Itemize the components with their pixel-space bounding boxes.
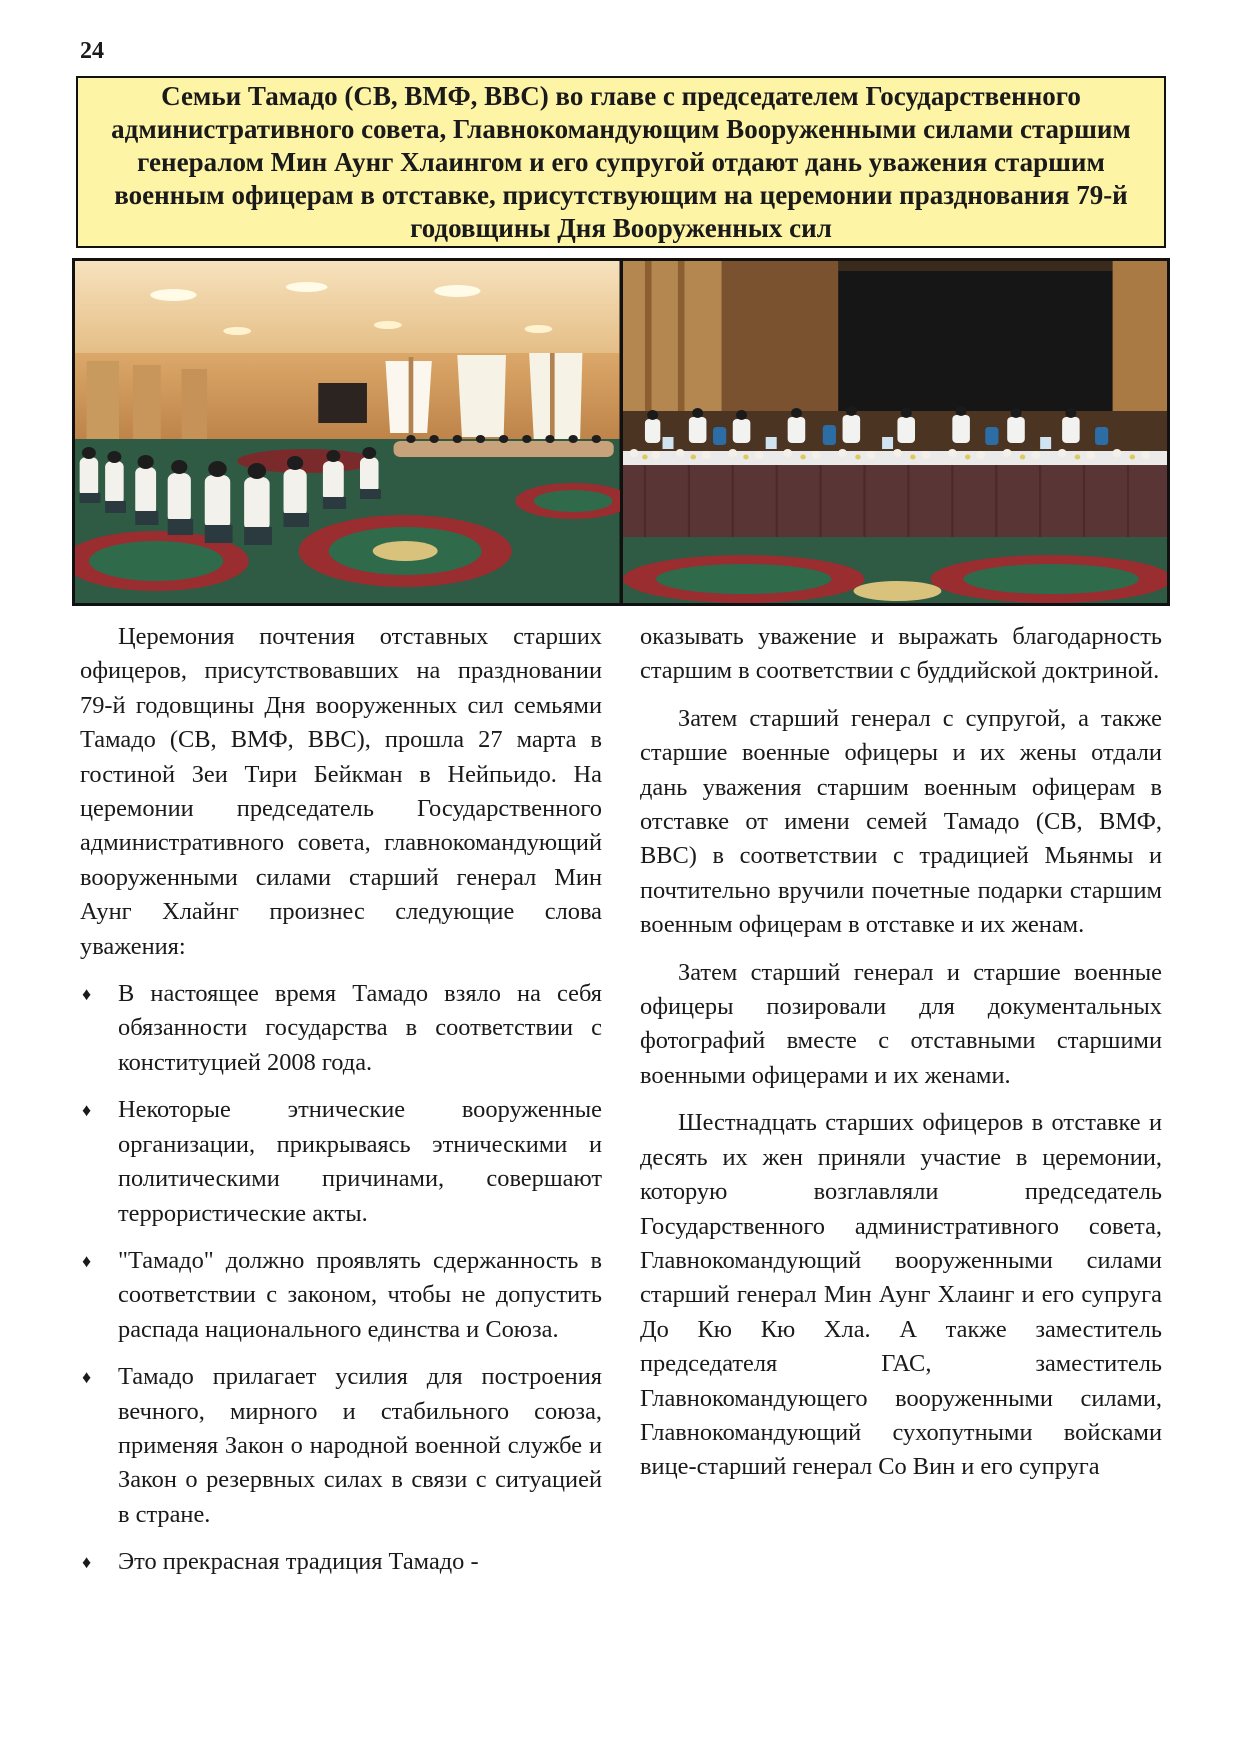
bullet-item (80, 1360, 602, 1532)
photo-guests-stage-image (623, 261, 1168, 603)
body-paragraph: Шестнадцать старших офицеров в отставке и десять их жен приняли участие в церемонии, которую возглавляли председатель Государственного административного совета, Главнокомандующий вооруженными силами старший генерал Мин Аунг Хлаинг и его супруга До Кю Кю Хла. А также заместитель председателя ГАС, заместитель Главнокомандующего вооруженными силами, Главнокомандующий сухопутными войсками вице-старший генерал Со Вин и его супруга (640, 1109, 1162, 1481)
body-paragraph: Затем старший генерал с супругой, а также старшие военные офицеры и их жены отдали дань уважения старшим военным офицерам в отставке от имени семей Тамадо (СВ, ВМФ, ВВС) в соответствии с традицией Мьянмы и почтительно вручили почетные подарки старшим военным офицерам в отставке и их женам. (640, 704, 1162, 939)
photo-ceremony-hall (75, 261, 620, 603)
headline-box (76, 76, 1166, 248)
bullet-list (80, 977, 602, 1580)
bullet-text: Тамадо прилагает усилия для построения вечного, мирного и стабильного союза, применяя Закон о народной военной службе и Закон о резервных силах в связи с ситуацией в стране. (118, 1363, 602, 1528)
photo-guests-stage (620, 261, 1168, 603)
continuation-paragraph: оказывать уважение и выражать благодарность старшим в соответствии с буддийской доктриной. (640, 623, 1162, 685)
bullet-text: "Тамадо" должно проявлять сдержанность в соответствии с законом, чтобы не допустить распада национального единства и Союза. (118, 1246, 602, 1343)
bullet-item (80, 1093, 602, 1231)
photo-ceremony-hall-image (75, 261, 620, 603)
diamond-bullet-icon: ♦ (82, 1552, 92, 1573)
right-column (640, 620, 1162, 1498)
diamond-bullet-icon: ♦ (82, 1100, 92, 1121)
diamond-bullet-icon: ♦ (82, 984, 92, 1005)
bullet-item (80, 977, 602, 1080)
bullet-text: Это прекрасная традиция Тамадо - (118, 1548, 479, 1576)
body-paragraph: Затем старший генерал и старшие военные офицеры позировали для документальных фотографий вместе с отставными старшими военными офицерами и их женами. (640, 958, 1162, 1089)
page-number: 24 (80, 38, 104, 64)
bullet-text: Некоторые этнические вооруженные организации, прикрываясь этническими и политическими причинами, совершают террористические акты. (118, 1096, 602, 1227)
diamond-bullet-icon: ♦ (82, 1367, 92, 1388)
bullet-text: В настоящее время Тамадо взяло на себя обязанности государства в соответствии с конституцией 2008 года. (118, 980, 602, 1076)
headline: Семьи Тамадо (СВ, ВМФ, ВВС) во главе с председателем Государственного административного совета, Главнокомандующим Вооруженными силами старшим генералом Мин Аунг Хлаингом и его супругой отдают дань уважения старшим военным офицерам в отставке, присутствующим на церемонии празднования 79-й годовщины Дня Вооруженных сил (111, 80, 1131, 243)
intro-paragraph: Церемония почтения отставных старших офицеров, присутствовавших на праздновании 79-й годовщины Дня вооруженных сил семьями Тамадо (СВ, ВМФ, ВВС), прошла 27 марта в гостиной Зеи Тири Бейкман в Нейпьидо. На церемонии председатель Государственного административного совета, главнокомандующий вооруженными силами старший генерал Мин Аунг Хлайнг произнес следующие слова уважения: (80, 623, 602, 960)
diamond-bullet-icon: ♦ (82, 1250, 92, 1271)
bullet-item (80, 1244, 602, 1347)
photo-strip (72, 258, 1170, 606)
bullet-item (80, 1545, 602, 1579)
left-column (80, 620, 602, 1593)
